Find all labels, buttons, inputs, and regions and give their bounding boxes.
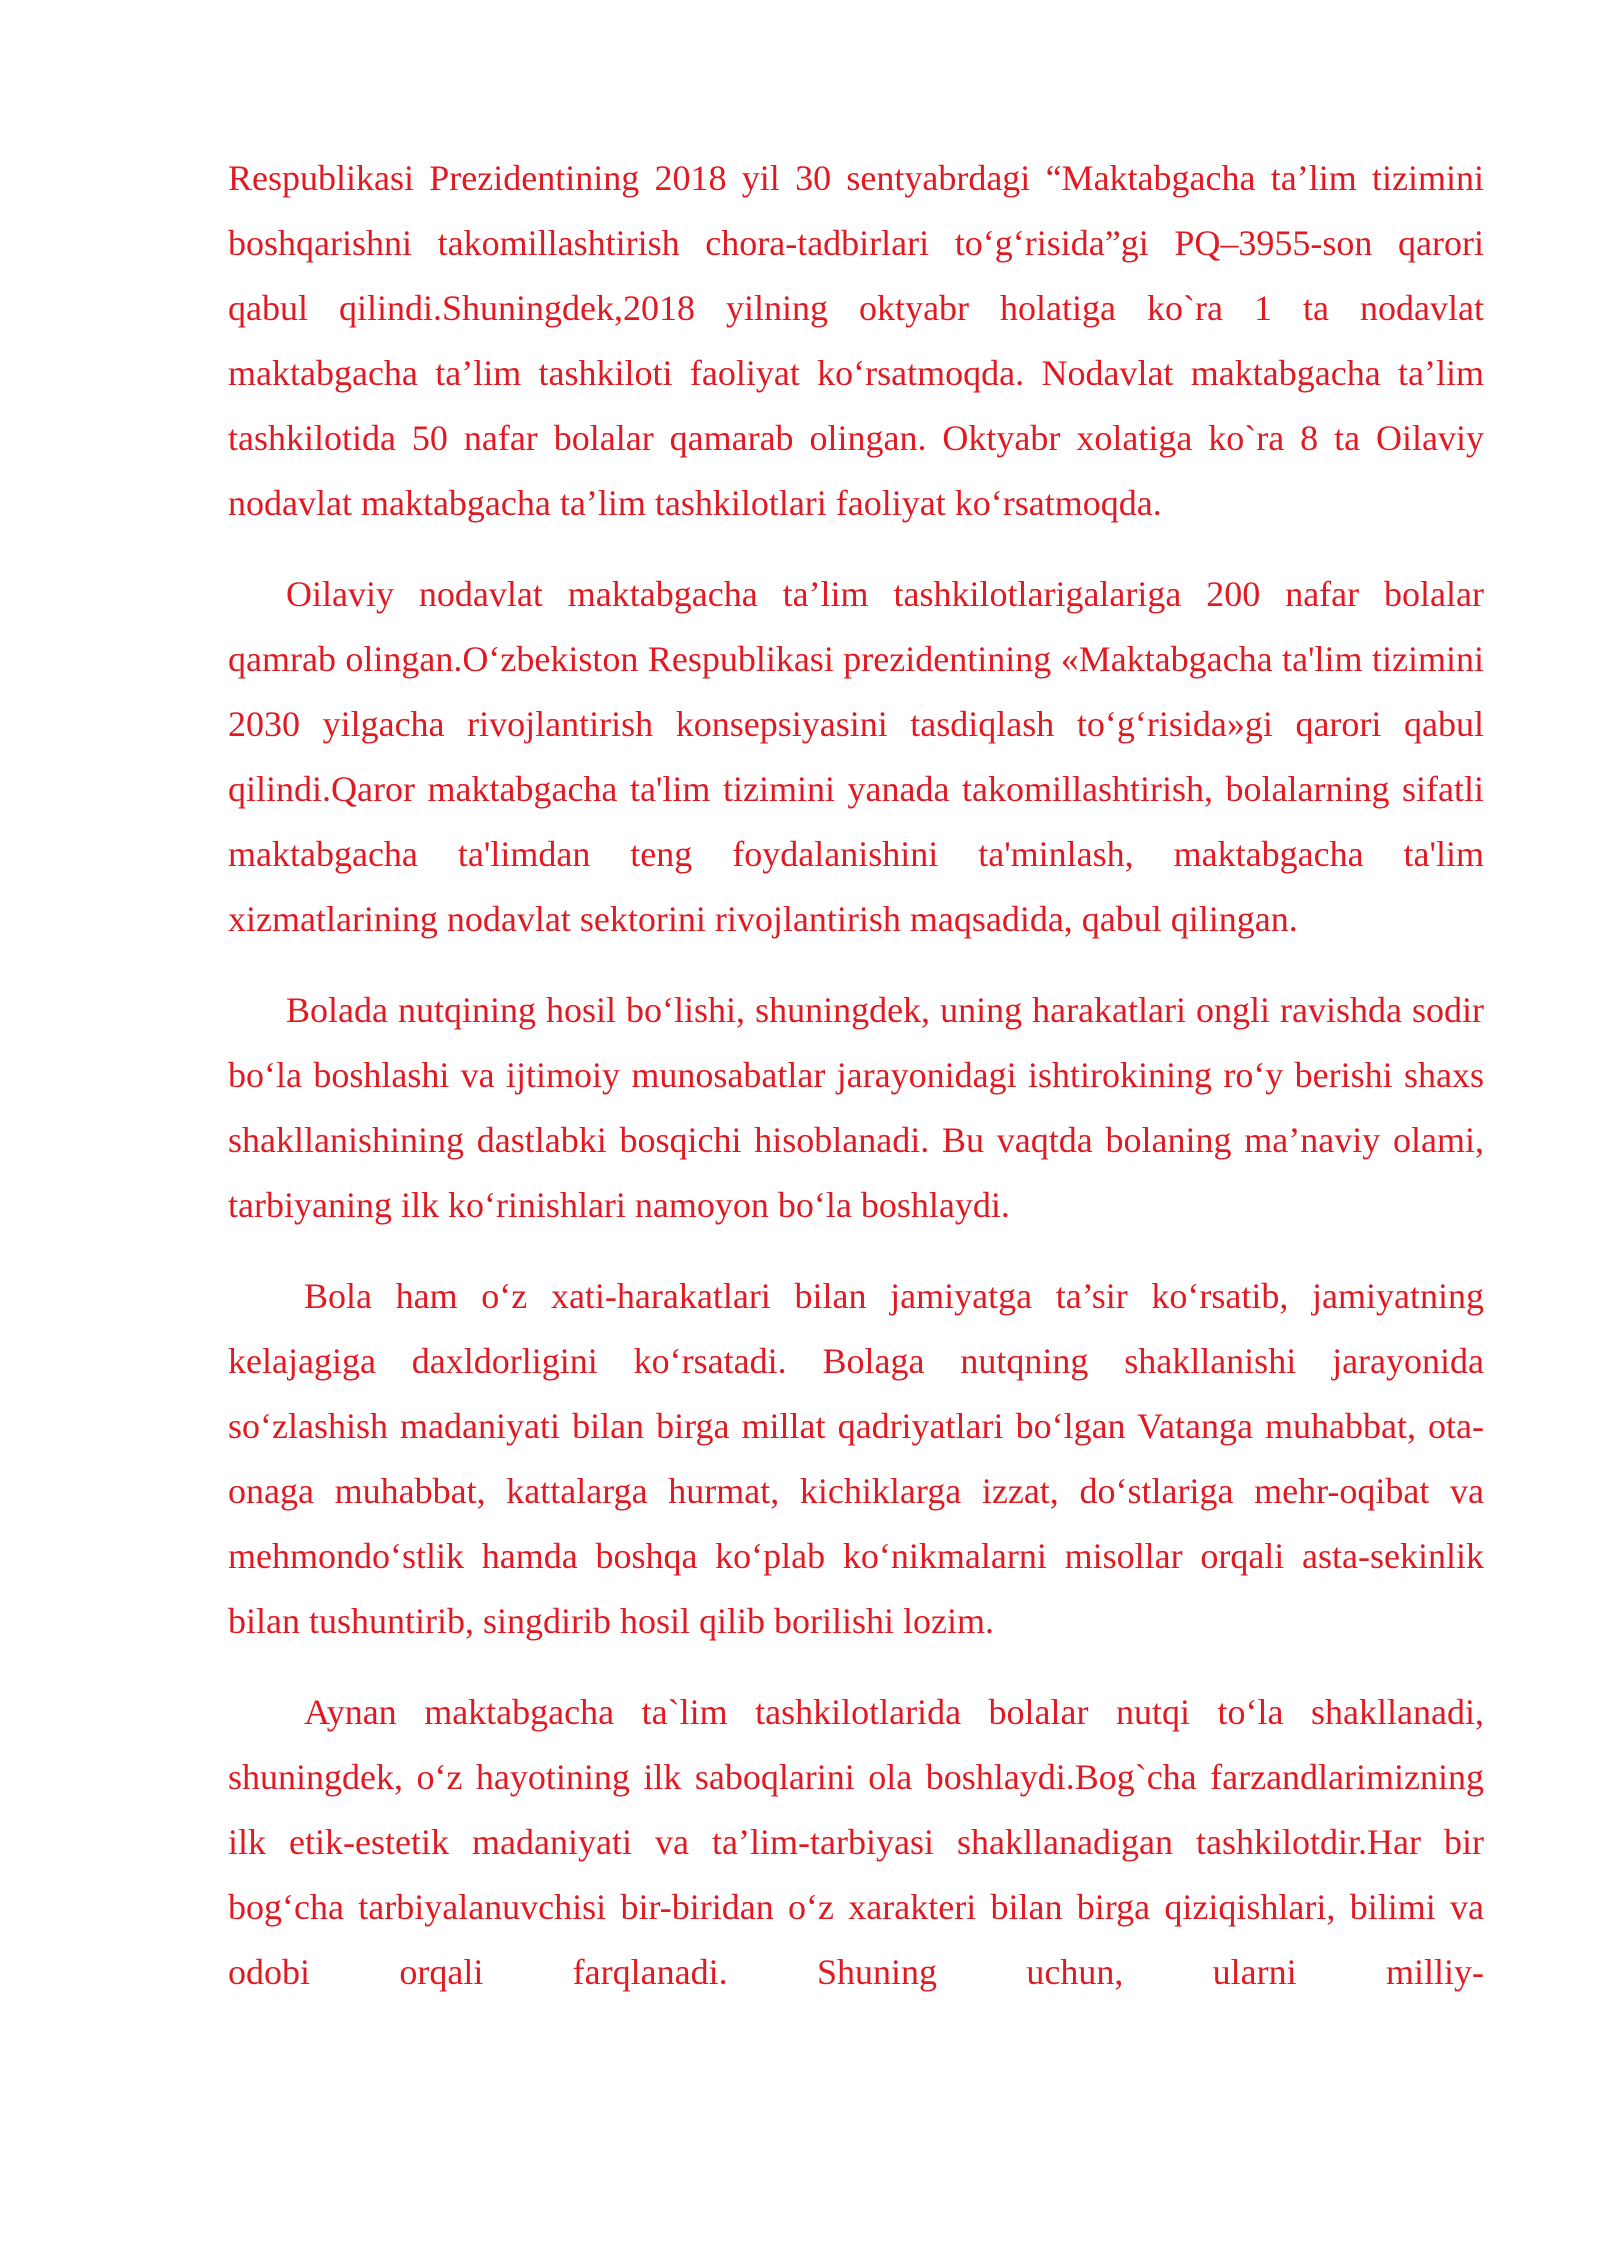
paragraph-3: Bolada nutqining hosil bo‘lishi, shuningdek, uning harakatlari ongli ravishda sodir bo‘la boshlashi va ijtimoiy munosabatlar jarayonidagi ishtirokining ro‘y berishi shaxs shakllanishining dastlabki bosqichi hisoblanadi. Bu vaqtda bolaning ma’naviy olami, tarbiyaning ilk ko‘rinishlari namoyon bo‘la boshlaydi.	[228, 990, 1484, 1225]
paragraph-2: Oilaviy nodavlat maktabgacha ta’lim tashkilotlarigalariga 200 nafar bolalar qamrab olingan.O‘zbekiston Respublikasi prezidentining «Maktabgacha ta'lim tizimini 2030 yilgacha rivojlantirish konsepsiyasini tasdiqlash to‘g‘risida»gi qarori qabul qilindi.Qaror maktabgacha ta'lim tizimini yanada takomillashtirish, bolalarning sifatli maktabgacha ta'limdan teng foydalanishini ta'minlash, maktabgacha ta'lim xizmatlarining nodavlat sektorini rivojlantirish maqsadida, qabul qilingan.	[228, 574, 1484, 939]
paragraph-1: Respublikasi Prezidentining 2018 yil 30 sentyabrdagi “Maktabgacha ta’lim tizimini boshqarishni takomillashtirish chora-tadbirlari to‘g‘risida”gi PQ–3955-son qarori qabul qilindi.Shuningdek,2018 yilning oktyabr holatiga ko`ra 1 ta nodavlat maktabgacha ta’lim tashkiloti faoliyat ko‘rsatmoqda. Nodavlat maktabgacha ta’lim tashkilotida 50 nafar bolalar qamarab olingan. Oktyabr xolatiga ko`ra 8 ta Oilaviy nodavlat maktabgacha ta’lim tashkilotlari faoliyat ko‘rsatmoqda.	[228, 158, 1484, 523]
paragraph-5: Aynan maktabgacha ta`lim tashkilotlarida bolalar nutqi to‘la shakllanadi, shuningdek, o‘z hayotining ilk saboqlarini ola boshlaydi.Bog`cha farzandlarimizning ilk etik-estetik madaniyati va ta’lim-tarbiyasi shakllanadigan tashkilotdir.Har bir bog‘cha tarbiyalanuvchisi bir-biridan o‘z xarakteri bilan birga qiziqishlari, bilimi va odobi orqali farqlanadi. Shuning uchun, ularni milliy-	[228, 1692, 1484, 1992]
document-body	[228, 146, 1484, 2031]
paragraph-4: Bola ham o‘z xati-harakatlari bilan jamiyatga ta’sir ko‘rsatib, jamiyatning kelajagiga daxldorligini ko‘rsatadi. Bolaga nutqning shakllanishi jarayonida so‘zlashish madaniyati bilan birga millat qadriyatlari bo‘lgan Vatanga muhabbat, ota-onaga muhabbat, kattalarga hurmat, kichiklarga izzat, do‘stlariga mehr-oqibat va mehmondo‘stlik hamda boshqa ko‘plab ko‘nikmalarni misollar orqali asta-sekinlik bilan tushuntirib, singdirib hosil qilib borilishi lozim.	[228, 1276, 1484, 1641]
